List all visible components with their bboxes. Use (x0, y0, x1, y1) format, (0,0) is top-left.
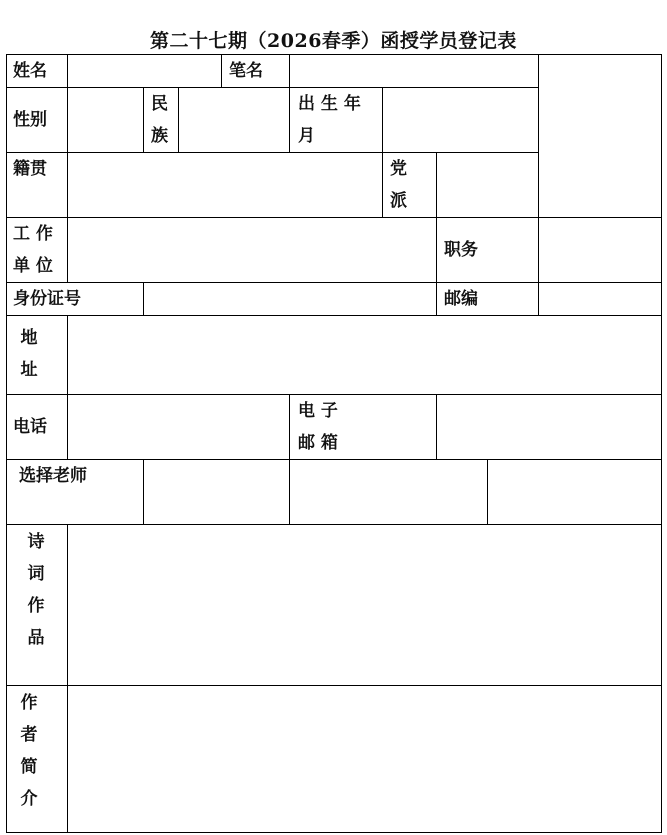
gender-field[interactable] (68, 88, 143, 152)
grid-line (221, 54, 222, 87)
ethnicity-field[interactable] (179, 88, 289, 152)
name-field[interactable] (68, 55, 221, 87)
address-label-1: 地 (20, 328, 38, 348)
gender-label: 性别 (13, 110, 47, 130)
party-label-2: 派 (390, 191, 407, 211)
bio-label-1: 作 (20, 693, 38, 713)
teacher-label: 选择老师 (19, 466, 87, 486)
email-label-2: 邮 箱 (298, 433, 338, 453)
work-unit-label-2: 单 位 (13, 256, 53, 276)
birth-month-field[interactable] (383, 88, 538, 152)
ethnicity-label-2: 族 (151, 126, 168, 146)
email-field[interactable] (437, 395, 661, 459)
poems-label-4: 品 (27, 628, 45, 648)
grid-line (661, 54, 662, 833)
poems-label-1: 诗 (27, 532, 45, 552)
position-field[interactable] (539, 218, 661, 282)
poems-label-2: 词 (27, 564, 45, 584)
birth-label-2: 月 (298, 126, 315, 146)
phone-field[interactable] (68, 395, 289, 459)
ethnicity-label-1: 民 (151, 94, 168, 114)
id-number-label: 身份证号 (13, 289, 81, 309)
party-label-1: 党 (390, 159, 407, 179)
bio-label-3: 简 (20, 757, 38, 777)
native-place-label: 籍贯 (13, 159, 47, 179)
form-title: 第二十七期（2026春季）函授学员登记表 (150, 30, 517, 52)
bio-label-2: 者 (20, 725, 38, 745)
work-unit-label-1: 工 作 (13, 224, 53, 244)
poems-field[interactable] (68, 525, 661, 685)
postcode-field[interactable] (539, 283, 661, 315)
teacher-choice-1[interactable] (144, 460, 289, 524)
native-place-field[interactable] (68, 153, 382, 217)
work-unit-field[interactable] (68, 218, 436, 282)
address-label-2: 址 (20, 360, 38, 380)
email-label-1: 电 子 (298, 401, 338, 421)
position-label: 职务 (444, 240, 478, 260)
party-field[interactable] (437, 153, 538, 217)
bio-label-4: 介 (20, 789, 38, 809)
author-bio-field[interactable] (68, 686, 661, 832)
id-number-field[interactable] (144, 283, 436, 315)
pen-name-field[interactable] (290, 55, 538, 87)
phone-label: 电话 (13, 417, 47, 437)
grid-line (6, 832, 662, 833)
teacher-choice-3[interactable] (488, 460, 661, 524)
address-field[interactable] (68, 316, 661, 394)
pen-name-label: 笔名 (229, 61, 263, 81)
postcode-label: 邮编 (444, 289, 478, 309)
teacher-choice-2[interactable] (290, 460, 487, 524)
photo-area[interactable] (539, 55, 661, 217)
birth-label-1: 出 生 年 (298, 94, 361, 114)
grid-line (6, 54, 7, 833)
name-label: 姓名 (13, 61, 47, 81)
poems-label-3: 作 (27, 596, 45, 616)
grid-line (143, 87, 144, 152)
